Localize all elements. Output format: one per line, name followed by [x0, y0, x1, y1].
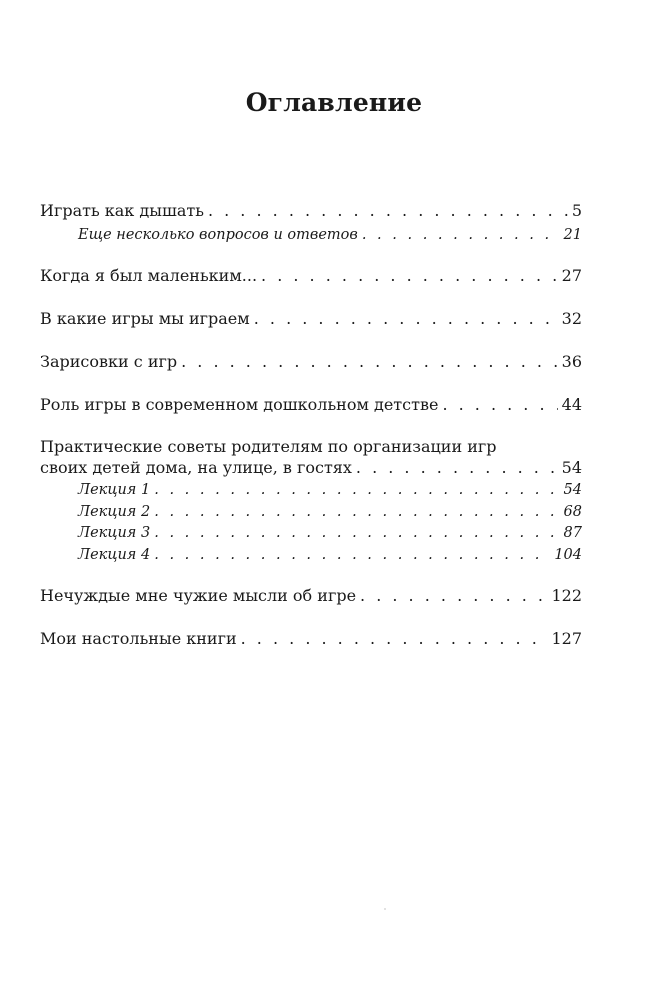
toc-entry-title: Зарисовки с игр	[40, 352, 178, 371]
dot-leader	[254, 309, 558, 329]
toc-entry[interactable]	[40, 458, 582, 478]
dot-leader	[154, 480, 559, 500]
toc-entry-title: Играть как дышать	[40, 201, 204, 220]
toc-entry-title: своих детей дома, на улице, в гостях	[40, 458, 352, 477]
toc-page-number: 44	[561, 395, 582, 414]
toc-subentry[interactable]	[78, 545, 582, 565]
dot-leader	[356, 458, 558, 478]
toc-entry-title: Роль игры в современном дошкольном детстве	[40, 395, 439, 414]
toc-page-number: 36	[561, 352, 582, 371]
page-title: Оглавление	[245, 88, 423, 117]
dot-leader	[362, 225, 560, 245]
toc-entry-title: Лекция 1	[78, 482, 151, 498]
toc-entry-title-line1[interactable]: Практические советы родителям по организации игр	[40, 437, 497, 456]
toc-page-number: 21	[563, 227, 582, 243]
toc-subentry[interactable]	[78, 523, 582, 543]
dot-leader	[154, 502, 559, 522]
dot-leader	[208, 201, 568, 221]
toc-subentry[interactable]	[78, 225, 582, 245]
toc-entry-title: Еще несколько вопросов и ответов	[78, 227, 358, 243]
toc-entry-title: Нечуждые мне чужие мысли об игре	[40, 586, 357, 605]
toc-entry-title: Когда я был маленьким...	[40, 266, 258, 285]
toc-entry-title: Лекция 3	[78, 525, 151, 541]
toc-entry[interactable]	[40, 352, 582, 372]
dot-leader	[154, 545, 550, 565]
toc-page-number: 127	[551, 629, 582, 648]
toc-page-number: 27	[561, 266, 582, 285]
toc-page-number: 122	[551, 586, 582, 605]
dot-leader	[154, 523, 559, 543]
toc-entry-title: Лекция 4	[78, 547, 151, 563]
toc-page-number: 104	[554, 547, 582, 563]
toc-subentry[interactable]	[78, 502, 582, 522]
toc-entry[interactable]	[40, 629, 582, 649]
toc-entry-title: Мои настольные книги	[40, 629, 237, 648]
toc-subentry[interactable]	[78, 480, 582, 500]
dot-leader	[261, 266, 558, 286]
paper-speck	[384, 908, 386, 910]
toc-page-number: 32	[561, 309, 582, 328]
dot-leader	[241, 629, 548, 649]
dot-leader	[181, 352, 558, 372]
toc-entry[interactable]	[40, 309, 582, 329]
toc-entry[interactable]	[40, 201, 582, 221]
toc-page-number: 87	[563, 525, 582, 541]
toc-page-number: 54	[561, 458, 582, 477]
toc-entry-title: Лекция 2	[78, 504, 151, 520]
toc-entry[interactable]	[40, 266, 582, 286]
toc-page-number: 5	[571, 201, 582, 220]
toc-entry[interactable]	[40, 395, 582, 415]
toc-entry[interactable]	[40, 586, 582, 606]
dot-leader	[360, 586, 547, 606]
toc-page-number: 68	[563, 504, 582, 520]
dot-leader	[442, 395, 557, 415]
toc-entry-title: В какие игры мы играем	[40, 309, 250, 328]
toc-page-number: 54	[563, 482, 582, 498]
